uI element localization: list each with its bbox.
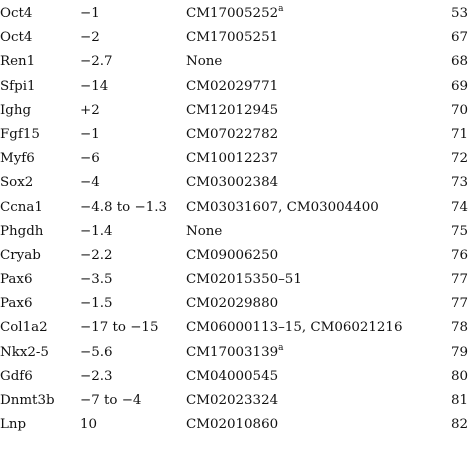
change-value: −2.3 [80,368,113,384]
reference-id: CM02029880 [186,296,279,312]
reference-id: CM06000113–15, CM06021216 [186,320,403,336]
reference-id: CM02010860 [186,417,279,433]
reference-id: CM10012237 [186,151,279,167]
reference-id: CM02029771 [186,78,279,94]
reference-id: CM17005251 [186,30,279,46]
table-row [0,268,474,292]
gene-name: Fgf15 [0,126,40,142]
table-row [0,26,474,50]
table-row [0,75,474,99]
change-value: −1 [80,6,100,21]
table-row [0,220,474,244]
gene-name: Lnp [0,417,27,433]
change-value: −3.5 [80,272,113,288]
row-number: 75 [450,223,468,239]
reference-id: CM17005252$^a$ [186,4,284,21]
gene-name: Pax6 [0,296,33,312]
table-row [0,147,474,171]
change-value: −4 [80,175,100,191]
row-number: 78 [450,320,468,336]
reference-id: None [186,223,223,239]
gene-name: Sfpi1 [0,78,36,94]
row-number: 72 [450,151,468,167]
change-value: −17 to −15 [80,320,159,336]
gene-name: Oct4 [0,6,33,21]
row-number: 79 [450,344,468,360]
gene-name: Myf6 [0,151,35,167]
table-row [0,341,474,365]
row-number: 67 [450,30,468,46]
row-number: 71 [450,126,468,142]
change-value: −1.4 [80,223,113,239]
row-number: 69 [450,78,468,94]
table-row [0,244,474,268]
row-number: 73 [450,175,468,191]
footnote-marker: a [278,342,284,353]
table-row [0,2,474,26]
reference-id: CM12012945 [186,102,279,118]
change-value: −5.6 [80,344,113,360]
reference-id: CM04000545 [186,368,279,384]
gene-name: Oct4 [0,30,33,46]
change-value: −1 [80,126,100,142]
gene-name: Col1a2 [0,320,48,336]
row-number: 53 [450,6,468,21]
reference-id: CM03031607, CM03004400 [186,199,379,215]
row-number: 70 [450,102,468,118]
table-row [0,389,474,413]
change-value: −1.5 [80,296,113,312]
table-row [0,171,474,195]
change-value: −7 to −4 [80,393,142,408]
reference-id: CM02023324 [186,393,279,408]
gene-name: Ccna1 [0,199,43,215]
table-row [0,365,474,389]
row-number: 77 [450,272,468,288]
row-number: 77 [450,296,468,312]
row-number: 76 [450,247,468,263]
change-value: −2.7 [80,54,113,70]
reference-id: CM03002384 [186,175,279,191]
reference-id: CM09006250 [186,247,279,263]
reference-id: CM02015350–51 [186,272,302,288]
gene-name: Ren1 [0,54,36,70]
table-row [0,196,474,220]
change-value: 10 [80,417,98,433]
change-value: −6 [80,151,100,167]
table-row [0,292,474,316]
change-value: −14 [80,78,109,94]
table-row [0,99,474,123]
reference-id: None [186,54,223,70]
table-row [0,413,474,437]
gene-name: Pax6 [0,272,33,288]
gene-name: Ighg [0,102,32,118]
gene-name: Nkx2-5 [0,344,49,360]
gene-name: Phgdh [0,223,44,239]
row-number: 68 [450,54,468,70]
gene-name: Dnmt3b [0,393,55,408]
table-row [0,316,474,340]
table-row [0,50,474,74]
row-number: 74 [450,199,468,215]
change-value: +2 [80,102,100,118]
row-number: 81 [450,393,468,408]
row-number: 80 [450,368,468,384]
gene-name: Gdf6 [0,368,33,384]
row-number: 82 [450,417,468,433]
gene-name: Cryab [0,247,41,263]
reference-id: CM07022782 [186,126,279,142]
footnote-marker: a [278,4,284,14]
change-value: −2.2 [80,247,113,263]
change-value: −2 [80,30,100,46]
table-row [0,123,474,147]
gene-name: Sox2 [0,175,34,191]
reference-id: CM17003139$^a$ [186,342,284,360]
change-value: −4.8 to −1.3 [80,199,167,215]
